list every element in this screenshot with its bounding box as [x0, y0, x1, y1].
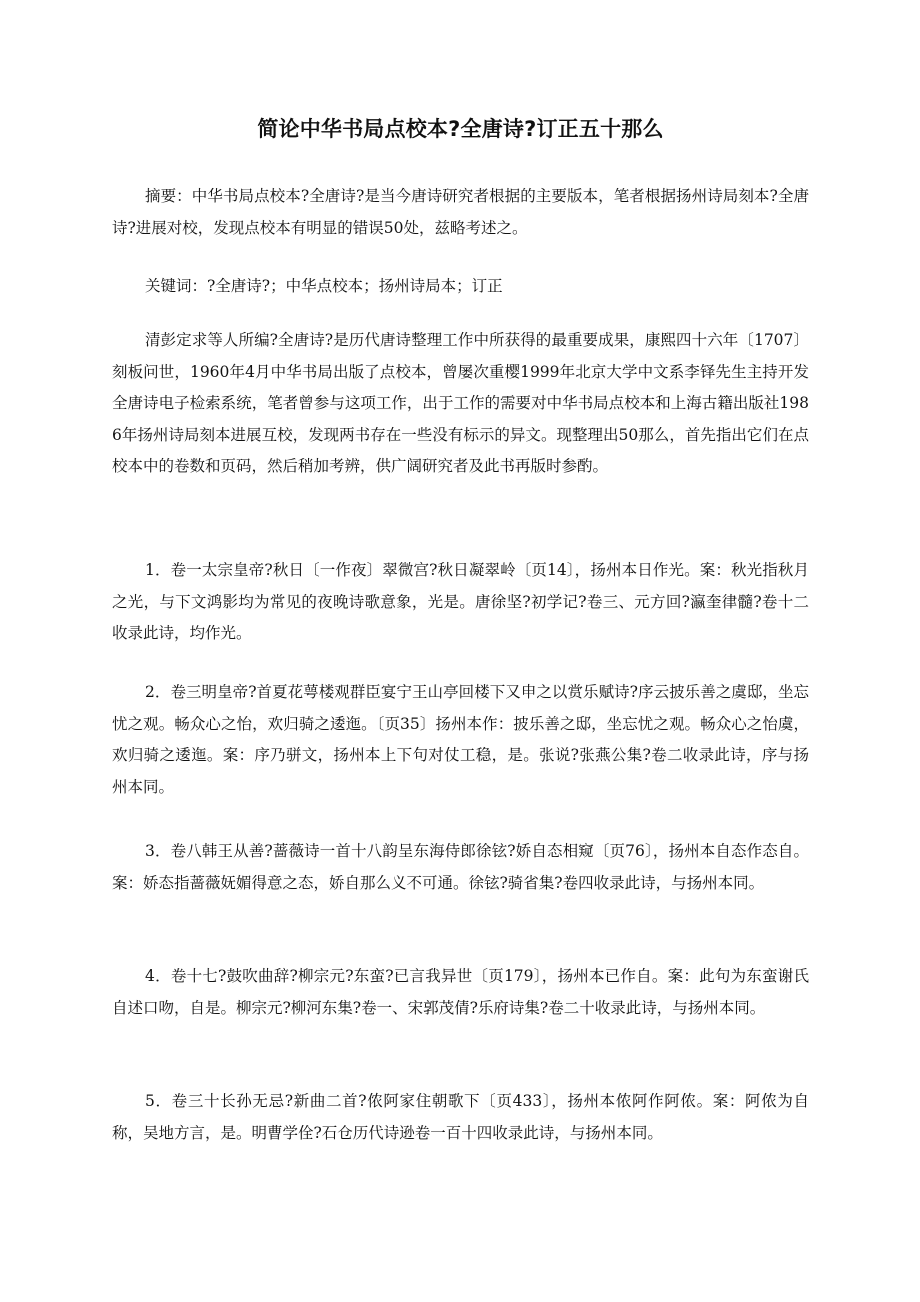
- intro-paragraph: 清彭定求等人所编?全唐诗?是历代唐诗整理工作中所获得的最重要成果，康熙四十六年〔1707〕刻板问世，1960年4月中华书局出版了点校本，曾屡次重樱1999年北京大学中文系李铎先生主持开发全唐诗电子检索系统，笔者曾参与这项工作，出于工作的需要对中华书局点校本和上海古籍出版社1986年扬州诗局刻本进展互校，发现两书存在一些没有标示的异文。现整理出50那么，首先指出它们在点校本中的卷数和页码，然后稍加考辨，供广阔研究者及此书再版时参酌。: [112, 331, 809, 475]
- correction-item-3: 3．卷八韩王从善?蔷薇诗一首十八韵呈东海侍郎徐铉?娇自态相窥〔页76〕，扬州本自态作态自。案：娇态指蔷薇妩媚得意之态，娇自那么义不可通。徐铉?骑省集?卷四收录此诗，与扬州本同。: [112, 842, 809, 892]
- keywords-paragraph: 关键词：?全唐诗?；中华点校本；扬州诗局本；订正: [145, 277, 503, 295]
- correction-item-4: 4．卷十七?鼓吹曲辞?柳宗元?东蛮?已言我异世〔页179〕，扬州本已作自。案：此句为东蛮谢氏自述口吻，自是。柳宗元?柳河东集?卷一、宋郭茂倩?乐府诗集?卷二十收录此诗，与扬州本同。: [112, 967, 809, 1017]
- document-title: 简论中华书局点校本?全唐诗?订正五十那么: [257, 117, 664, 141]
- correction-item-1: 1．卷一太宗皇帝?秋日〔一作夜〕翠微宫?秋日凝翠岭〔页14〕，扬州本日作光。案：秋光指秋月之光，与下文鸿影均为常见的夜晚诗歌意象，光是。唐徐坚?初学记?卷三、元方回?瀛奎律髓?卷十二收录此诗，均作光。: [112, 561, 809, 642]
- abstract-paragraph: 摘要：中华书局点校本?全唐诗?是当今唐诗研究者根据的主要版本，笔者根据扬州诗局刻本?全唐诗?进展对校，发现点校本有明显的错误50处，兹略考述之。: [112, 187, 809, 237]
- correction-item-5: 5．卷三十长孙无忌?新曲二首?侬阿家住朝歌下〔页433〕，扬州本侬阿作阿侬。案：阿侬为自称，吴地方言，是。明曹学佺?石仓历代诗逊卷一百十四收录此诗，与扬州本同。: [112, 1092, 809, 1142]
- correction-item-2: 2．卷三明皇帝?首夏花萼楼观群臣宴宁王山亭回楼下又申之以赏乐赋诗?序云披乐善之虞邸，坐忘忧之观。畅众心之怡，欢归骑之逶迤。〔页35〕扬州本作：披乐善之邸，坐忘忧之观。畅众心之怡虞，欢归骑之逶迤。案：序乃骈文，扬州本上下句对仗工稳，是。张说?张燕公集?卷二收录此诗，序与扬州本同。: [112, 683, 809, 796]
